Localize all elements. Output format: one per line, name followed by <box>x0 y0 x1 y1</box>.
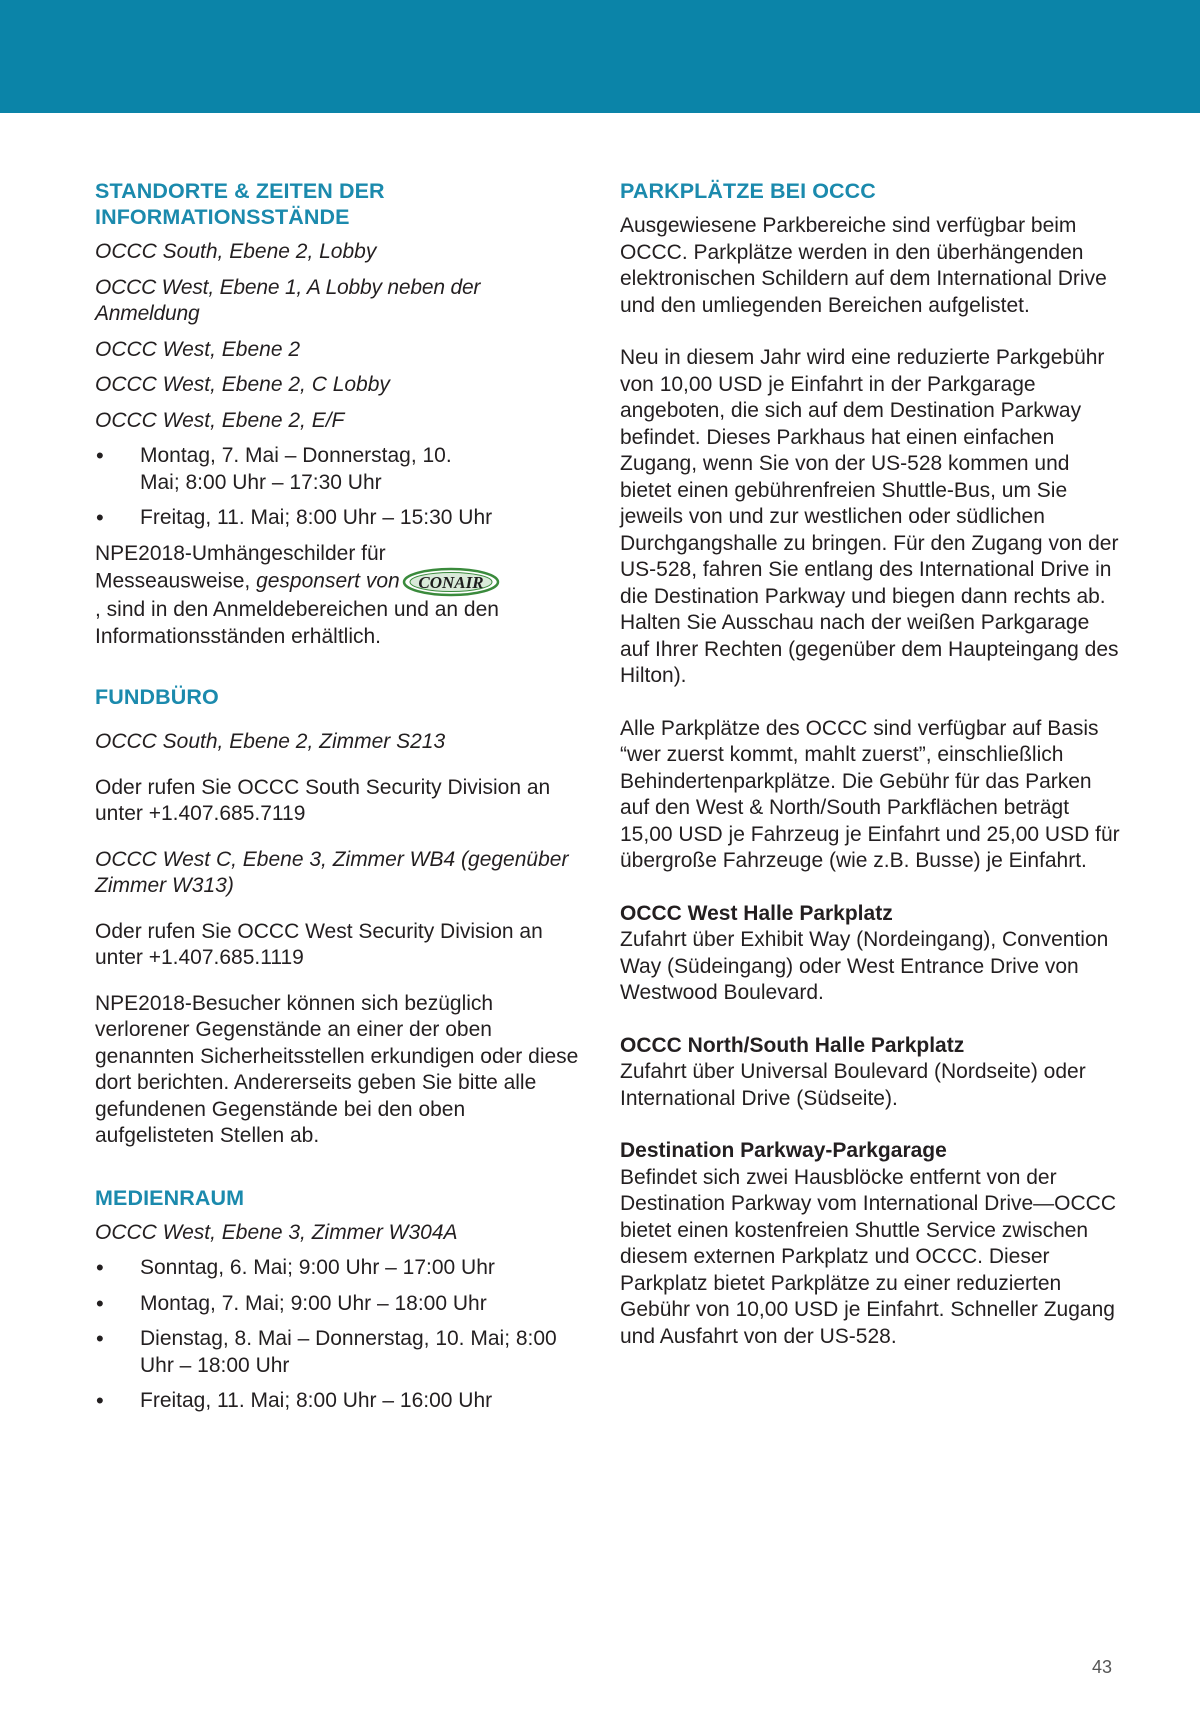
conair-logo <box>402 567 500 597</box>
info-location: OCCC West, Ebene 1, A Lobby neben der Anmeldung <box>95 275 481 325</box>
lost-found-south-call: Oder rufen Sie OCCC South Security Division an unter +1.407.685.7119 <box>95 775 551 825</box>
right-column <box>620 178 1120 1350</box>
lost-found-west-call: Oder rufen Sie OCCC West Security Division an unter +1.407.685.1119 <box>95 919 543 969</box>
media-hours-list <box>95 1255 585 1415</box>
info-heading-line-2: INFORMATIONSSTÄNDE <box>95 205 350 229</box>
info-hours-list <box>95 443 585 532</box>
parking-intro: Ausgewiesene Parkbereiche sind verfügbar beim OCCC. Parkplätze werden in den überhängenden elektronischen Schildern auf dem International Drive und den umliegenden Bereichen aufgelistet. <box>620 214 1107 317</box>
lost-found-heading: FUNDBÜRO <box>95 685 219 709</box>
info-location: OCCC South, Ebene 2, Lobby <box>95 240 377 263</box>
badge-sponsored-text: gesponsert von <box>256 569 400 593</box>
info-hours-item: • Freitag, 11. Mai; 8:00 Uhr – 15:30 Uhr <box>95 505 585 532</box>
badge-text-line-2: Messeausweise, <box>95 569 257 593</box>
parking-fees: Alle Parkplätze des OCCC sind verfügbar auf Basis “wer zuerst kommt, mahlt zuerst”, einschließlich Behindertenparkplätze. Die Gebühr für das Parken auf den West & North/South Parkflächen beträgt 15,00 USD je Fahrzeug je Einfahrt und 25,00 USD für übergroße Fahrzeuge (wie z.B. Busse) je Einfahrt. <box>620 716 1120 872</box>
info-location: OCCC West, Ebene 2 <box>95 337 301 361</box>
lost-found-note: NPE2018-Besucher können sich bezüglich verlorener Gegenstände an einer der oben genannten Sicherheitsstellen erkundigen oder diese dort berichten. Andererseits geben Sie bitte alle gefundenen Gegenstände bei den oben aufgelisteten Stellen ab. <box>95 991 579 1147</box>
media-hours-item: • Montag, 7. Mai; 9:00 Uhr – 18:00 Uhr <box>95 1291 585 1318</box>
media-hours-item: • Dienstag, 8. Mai – Donnerstag, 10. Mai; 8:00 Uhr – 18:00 Uhr <box>95 1326 585 1379</box>
destination-garage-text: Befindet sich zwei Hausblöcke entfernt von der Destination Parkway vom International Drive—OCCC bietet einen kostenfreien Shuttle Service zwischen diesem externen Parkplatz und OCCC. Dieser Parkplatz bietet Parkplätze zu einer reduzierten Gebühr von 10,00 USD je Einfahrt. Schneller Zugang und Ausfahrt von der US-528. <box>620 1165 1117 1348</box>
info-heading-line-1: STANDORTE & ZEITEN DER <box>95 179 385 203</box>
destination-garage-title: Destination Parkway-Parkgarage <box>620 1139 947 1162</box>
lost-found-west-location: OCCC West C, Ebene 3, Zimmer WB4 (gegenüber Zimmer W313) <box>95 847 569 897</box>
info-location: OCCC West, Ebene 2, C Lobby <box>95 373 390 396</box>
parking-reduced-fee: Neu in diesem Jahr wird eine reduzierte Parkgebühr von 10,00 USD je Einfahrt in der Parkgarage angeboten, die sich auf dem Destination Parkway befindet. Dieses Parkhaus hat einen einfachen Zugang, wenn Sie von der US-528 kommen und bietet einen gebührenfreien Shuttle-Bus, um Sie jeweils von und zur westlichen oder südlichen Durchgangshalle zu bringen. Für den Zugang von der US-528, fahren Sie entlang des International Drive in die Destination Parkway und biegen dann rechts ab. Halten Sie Ausschau nach der weißen Parkgarage auf Ihrer Rechten (gegenüber dem Haupteingang des Hilton). <box>620 346 1119 687</box>
badge-text-line-3: , sind in den Anmeldebereichen und an den Informationsständen erhältlich. <box>95 598 499 648</box>
page-number: 43 <box>1092 1657 1113 1677</box>
media-hours-item: • Freitag, 11. Mai; 8:00 Uhr – 16:00 Uhr <box>95 1388 585 1415</box>
info-location: OCCC West, Ebene 2, E/F <box>95 408 345 432</box>
left-column <box>95 178 585 1415</box>
badge-info <box>95 541 585 651</box>
info-heading <box>95 178 585 230</box>
svg-text:CONAIR: CONAIR <box>418 573 484 592</box>
north-south-parking-title: OCCC North/South Halle Parkplatz <box>620 1033 965 1057</box>
info-hours-item: • Montag, 7. Mai – Donnerstag, 10. Mai; 8:00 Uhr – 17:30 Uhr <box>95 443 585 496</box>
west-parking-text: Zufahrt über Exhibit Way (Nordeingang), Convention Way (Südeingang) oder West Entrance Drive von Westwood Boulevard. <box>620 928 1109 1004</box>
lost-found-south-location: OCCC South, Ebene 2, Zimmer S213 <box>95 730 446 753</box>
north-south-parking-text: Zufahrt über Universal Boulevard (Nordseite) oder International Drive (Südseite). <box>620 1060 1086 1110</box>
header-banner <box>0 0 1200 113</box>
parking-heading: PARKPLÄTZE BEI OCCC <box>620 179 876 203</box>
media-location: OCCC West, Ebene 3, Zimmer W304A <box>95 1220 458 1244</box>
media-hours-item: • Sonntag, 6. Mai; 9:00 Uhr – 17:00 Uhr <box>95 1255 585 1282</box>
media-heading: MEDIENRAUM <box>95 1185 245 1210</box>
west-parking-title: OCCC West Halle Parkplatz <box>620 901 893 925</box>
badge-text-line-1: NPE2018-Umhängeschilder für <box>95 541 386 565</box>
